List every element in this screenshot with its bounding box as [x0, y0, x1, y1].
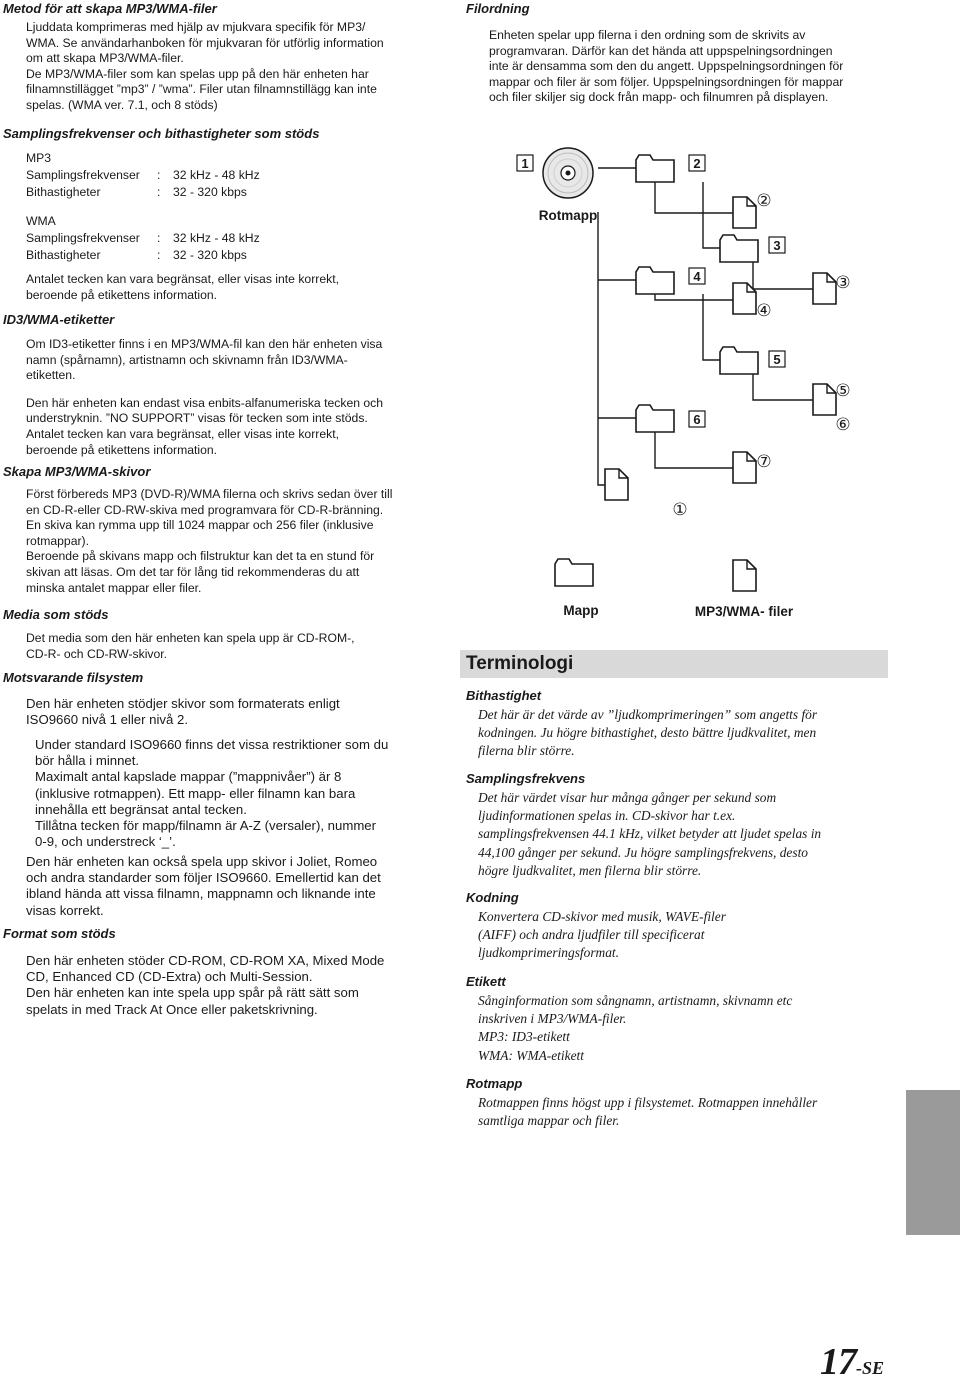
folder-icon: [636, 405, 674, 432]
term-etikett: Etikett: [466, 974, 506, 989]
term-rotmapp: Rotmapp: [466, 1076, 523, 1091]
create-heading: Skapa MP3/WMA-skivor: [3, 464, 151, 479]
text-line: Det här är det värde av ”ljudkomprimeringen” som angetts för: [478, 707, 818, 722]
file-icon: [813, 273, 836, 304]
text-line: Den här enheten stöder CD-ROM, CD-ROM XA, Mixed Mode: [26, 953, 385, 968]
page-number: 17-SE: [820, 1341, 885, 1383]
text-line: om att skapa MP3/WMA-filer.: [26, 51, 184, 66]
text-line: samplingsfrekvensen 44.1 kHz, vilket betyder att ljudet spelas in: [478, 826, 822, 842]
text-line: högre ljudkvalitet, men filerna blir större.: [478, 862, 702, 878]
term-definition: [478, 908, 898, 963]
term-definition: [478, 706, 898, 761]
folder-icon: [720, 235, 758, 262]
term-definition: [478, 992, 898, 1065]
text-line: Antalet tecken kan vara begränsat, eller visas inte korrekt,: [26, 272, 339, 286]
text-line: WMA: WMA-etikett: [478, 1047, 584, 1063]
terminology-title: Terminologi: [460, 650, 888, 678]
file-number: ①: [672, 500, 688, 519]
text-line: De MP3/WMA-filer som kan spelas upp på den här enheten har: [26, 66, 369, 81]
filesystem-p3: [26, 854, 436, 919]
text-line: spelats in med Track At Once eller paketskrivning.: [26, 1001, 318, 1017]
text-line: skivan att läsas. Om det tar för lång tid rekommenderas du att: [26, 564, 360, 579]
text-line: ISO9660 nivå 1 eller nivå 2.: [26, 712, 189, 728]
text-line: Konvertera CD-skivor med musik, WAVE-filer: [478, 909, 726, 924]
text-line: understryknin. ”NO SUPPORT” visas för tecken som inte stöds.: [26, 411, 368, 426]
file-icon: [605, 469, 628, 500]
text-line: en CD-R-eller CD-RW-skiva med programvara för CD-R-bränning.: [26, 502, 384, 517]
text-line: 0-9, och understreck ‘_’.: [35, 834, 176, 850]
order-heading: Filordning: [466, 1, 530, 16]
folder-icon: [636, 155, 674, 182]
folder-legend-label: Mapp: [563, 603, 599, 618]
folder-number: 2: [693, 156, 701, 171]
text-line: Ljuddata komprimeras med hjälp av mjukvara specifik för MP3/: [26, 20, 366, 34]
filesystem-heading: Motsvarande filsystem: [3, 670, 144, 685]
folder-icon: [636, 267, 674, 294]
text-line: bör hålla i minnet.: [35, 753, 140, 769]
text-line: innehålla ett begränsat antal tecken.: [35, 801, 247, 817]
folder-number: 4: [693, 269, 701, 284]
text-line: inskriven i MP3/WMA-filer.: [478, 1011, 627, 1027]
folder-number: 3: [773, 238, 781, 253]
text-line: beroende på etikettens information.: [26, 287, 218, 302]
file-icon: [733, 197, 756, 228]
spec-row: Samplingsfrekvenser : 32 kHz - 48 kHz: [26, 168, 260, 182]
text-line: (AIFF) och andra ljudfiler till specificerat: [478, 927, 705, 943]
sampling-heading: Samplingsfrekvenser och bithastigheter som stöds: [3, 126, 320, 141]
filesystem-p2: [35, 737, 435, 850]
folder-number: 6: [693, 412, 701, 427]
text-line: Maximalt antal kapslade mappar (”mappnivåer”) är 8: [35, 769, 342, 785]
text-line: beroende på etikettens information.: [26, 442, 218, 457]
text-line: programvaran. Därför kan det hända att uppspelningsordningen: [489, 43, 833, 58]
text-line: filerna blir större.: [478, 743, 575, 759]
file-number: ⑤: [835, 381, 851, 400]
text-line: ljudinformationen spelas in. CD-skivor har t.ex.: [478, 808, 736, 824]
text-line: Beroende på skivans mapp och filstruktur kan det ta en stund för: [26, 549, 375, 564]
root-disc: [543, 148, 593, 198]
text-line: Under standard ISO9660 finns det vissa restriktioner som du: [35, 737, 389, 752]
text-line: WMA. Se användarhanboken för mjukvaran för utförlig information: [26, 35, 384, 50]
folder-icon: [720, 347, 758, 374]
spec-row: Samplingsfrekvenser : 32 kHz - 48 kHz: [26, 231, 260, 245]
text-line: Den här enheten kan också spela upp skivor i Joliet, Romeo: [26, 854, 378, 869]
file-legend-label: MP3/WMA- filer: [694, 604, 794, 619]
text-line: Sånginformation som sångnamn, artistnamn, skivnamn etc: [478, 993, 793, 1008]
text-line: inte är densamma som den du angett. Uppspelningsordningen för: [489, 59, 844, 74]
folder-icon: [555, 559, 593, 586]
method-heading: Metod för att skapa MP3/WMA-filer: [3, 1, 217, 16]
file-number: ②: [756, 191, 772, 210]
folder-number: 1: [521, 156, 529, 171]
text-line: filnamnstillägget ”mp3” / ”wma”. Filer utan filnamnstillägg kan inte: [26, 82, 377, 97]
text-line: Tillåtna tecken för mapp/filnamn är A-Z (versaler), nummer: [35, 818, 377, 834]
text-line: Det media som den här enheten kan spela upp är CD-ROM-,: [26, 631, 355, 645]
text-line: spelas. (WMA ver. 7.1, och 8 stöds): [26, 97, 218, 112]
folder-number: 5: [773, 352, 781, 367]
text-line: mappar och filer är som följer. Uppspelningsordningen för mappar: [489, 74, 844, 89]
format-heading: Format som stöds: [3, 926, 116, 941]
format-text: [26, 953, 436, 1018]
text-line: och filer skiljer sig dock från mapp- och filnumren på displayen.: [489, 90, 829, 105]
file-icon: [733, 452, 756, 483]
text-line: kodningen. Ju högre bithastighet, desto bättre ljudkvalitet, men: [478, 725, 817, 741]
text-line: CD-R- och CD-RW-skivor.: [26, 646, 168, 661]
text-line: En skiva kan rymma upp till 1024 mappar och 256 filer (inklusive: [26, 518, 374, 533]
text-line: Den här enheten kan endast visa enbits-alfanumeriska tecken och: [26, 395, 384, 410]
spec-row: Bithastigheter : 32 - 320 kbps: [26, 185, 247, 199]
text-line: namn (spårnamn), artistnamn och skivnamn från ID3/WMA-: [26, 352, 348, 367]
term-definition: [478, 789, 898, 880]
section-tab: [906, 1090, 960, 1235]
media-heading: Media som stöds: [3, 607, 109, 622]
term-bithastighet: Bithastighet: [466, 688, 542, 703]
file-icon: [733, 560, 756, 591]
text-line: Den här enheten stödjer skivor som formaterats enligt: [26, 696, 340, 711]
file-number: ⑥: [835, 415, 851, 434]
wma-title: WMA: [26, 214, 56, 228]
file-number: ⑦: [756, 452, 772, 471]
text-line: (inklusive rotmappen). Ett mapp- eller filnamn kan bara: [35, 785, 356, 801]
text-line: Antalet tecken kan vara begränsat, eller visas inte korrekt,: [26, 426, 339, 441]
text-line: Den här enheten kan inte spela upp spår på rätt sätt som: [26, 985, 359, 1001]
file-number: ④: [756, 301, 772, 320]
id3-heading: ID3/WMA-etiketter: [3, 312, 115, 327]
text-line: Först förbereds MP3 (DVD-R)/WMA filerna och skrivs sedan över till: [26, 487, 393, 501]
text-line: visas korrekt.: [26, 902, 104, 918]
text-line: Rotmappen finns högst upp i filsystemet. Rotmappen innehåller: [478, 1095, 818, 1110]
text-line: etiketten.: [26, 368, 76, 383]
file-icon: [733, 283, 756, 314]
file-number: ③: [835, 273, 851, 292]
text-line: ibland hända att vissa filnamn, mappnamn och liknande inte: [26, 886, 376, 902]
term-definition: [478, 1094, 898, 1130]
text-line: och andra standarder som följer ISO9660. Emellertid kan det: [26, 870, 381, 886]
tree-lines: [598, 168, 813, 485]
text-line: samtliga mappar och filer.: [478, 1113, 620, 1129]
text-line: ljudkomprimeringsformat.: [478, 945, 619, 961]
text-line: minska antalet mappar eller filer.: [26, 580, 202, 595]
root-label: Rotmapp: [538, 208, 598, 223]
text-line: CD, Enhanced CD (CD-Extra) och Multi-Session.: [26, 969, 313, 985]
spec-row: Bithastigheter : 32 - 320 kbps: [26, 248, 247, 262]
file-icon: [813, 384, 836, 415]
text-line: Om ID3-etiketter finns i en MP3/WMA-fil kan den här enheten visa: [26, 337, 383, 351]
text-line: Det här värdet visar hur många gånger per sekund som: [478, 790, 777, 805]
text-line: 44,100 gånger per sekund. Ju högre samplingsfrekvens, desto: [478, 844, 808, 860]
term-samplingsfrekvens: Samplingsfrekvens: [466, 771, 586, 786]
folder-tree-diagram: [0, 0, 960, 640]
mp3-title: MP3: [26, 151, 52, 165]
text-line: MP3: ID3-etikett: [478, 1029, 570, 1045]
text-line: Enheten spelar upp filerna i den ordning som de skrivits av: [489, 28, 806, 42]
text-line: rotmappar).: [26, 533, 89, 548]
filesystem-p1: [26, 696, 436, 728]
term-kodning: Kodning: [466, 890, 519, 905]
